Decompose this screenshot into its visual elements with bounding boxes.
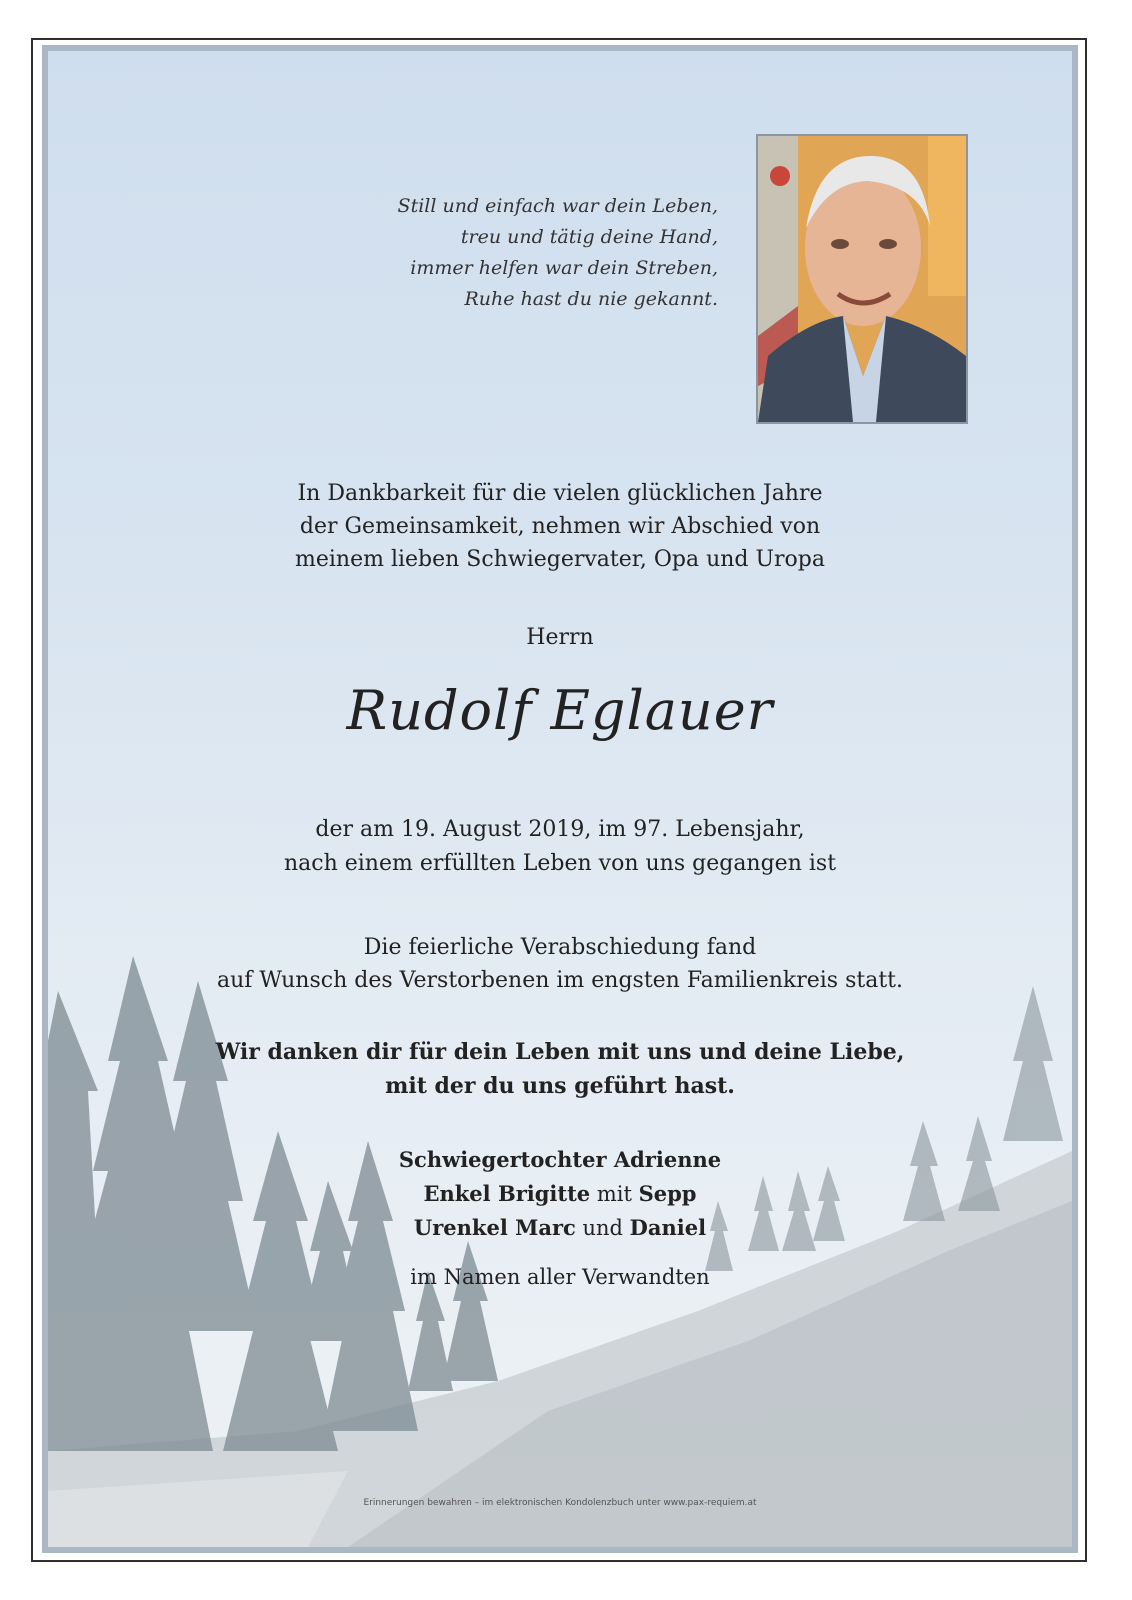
mourner-line (48, 1211, 1072, 1245)
ceremony-line: Die feierliche Verabschiedung fand (363, 935, 757, 960)
death-line: der am 19. August 2019, im 97. Lebensjahr, (315, 817, 805, 842)
mourner-name: Schwiegertochter Adrienne (398, 1147, 722, 1172)
intro-line: der Gemeinsamkeit, nehmen wir Abschied von (299, 514, 821, 539)
poem-line: Still und einfach war dein Leben, (397, 195, 718, 217)
poem-line: treu und tätig deine Hand, (460, 226, 718, 248)
intro-line: In Dankbarkeit für die vielen glücklichen Jahre (297, 481, 823, 506)
portrait-photo-icon (758, 136, 966, 422)
thanks-message (48, 1035, 1072, 1103)
ceremony-notice (48, 931, 1072, 997)
farewell-intro (48, 477, 1072, 576)
deceased-name: Rudolf Eglauer (346, 679, 774, 742)
salutation: Herrn (526, 625, 594, 650)
mourner-name: Sepp (638, 1181, 697, 1206)
mourner-name: Daniel (629, 1215, 707, 1240)
on-behalf-line: im Namen aller Verwandten (410, 1265, 710, 1289)
death-line: nach einem erfüllten Leben von uns gegangen ist (283, 851, 837, 876)
mourner-line (48, 1143, 1072, 1177)
mourner-line (48, 1177, 1072, 1211)
death-notice (48, 813, 1072, 881)
ceremony-line: auf Wunsch des Verstorbenen im engsten Familienkreis statt. (216, 968, 904, 993)
footer-note: Erinnerungen bewahren – im elektronischen Kondolenzbuch unter www.pax-requiem.at (363, 1498, 757, 1508)
poem-line: Ruhe hast du nie gekannt. (464, 288, 718, 310)
mourners-list (48, 1143, 1072, 1245)
thanks-line: Wir danken dir für dein Leben mit uns und deine Liebe, (215, 1039, 905, 1065)
mourner-name: Enkel Brigitte (423, 1181, 591, 1206)
thanks-line: mit der du uns geführt hast. (385, 1073, 735, 1099)
portrait-photo (756, 134, 968, 424)
intro-line: meinem lieben Schwiegervater, Opa und Uropa (294, 547, 826, 572)
memorial-poem (298, 191, 718, 315)
mourner-connector: und (575, 1216, 630, 1240)
mourner-name: Urenkel Marc (413, 1215, 576, 1240)
obituary-card (42, 45, 1078, 1553)
mourner-connector: mit (590, 1182, 639, 1206)
poem-line: immer helfen war dein Streben, (410, 257, 718, 279)
